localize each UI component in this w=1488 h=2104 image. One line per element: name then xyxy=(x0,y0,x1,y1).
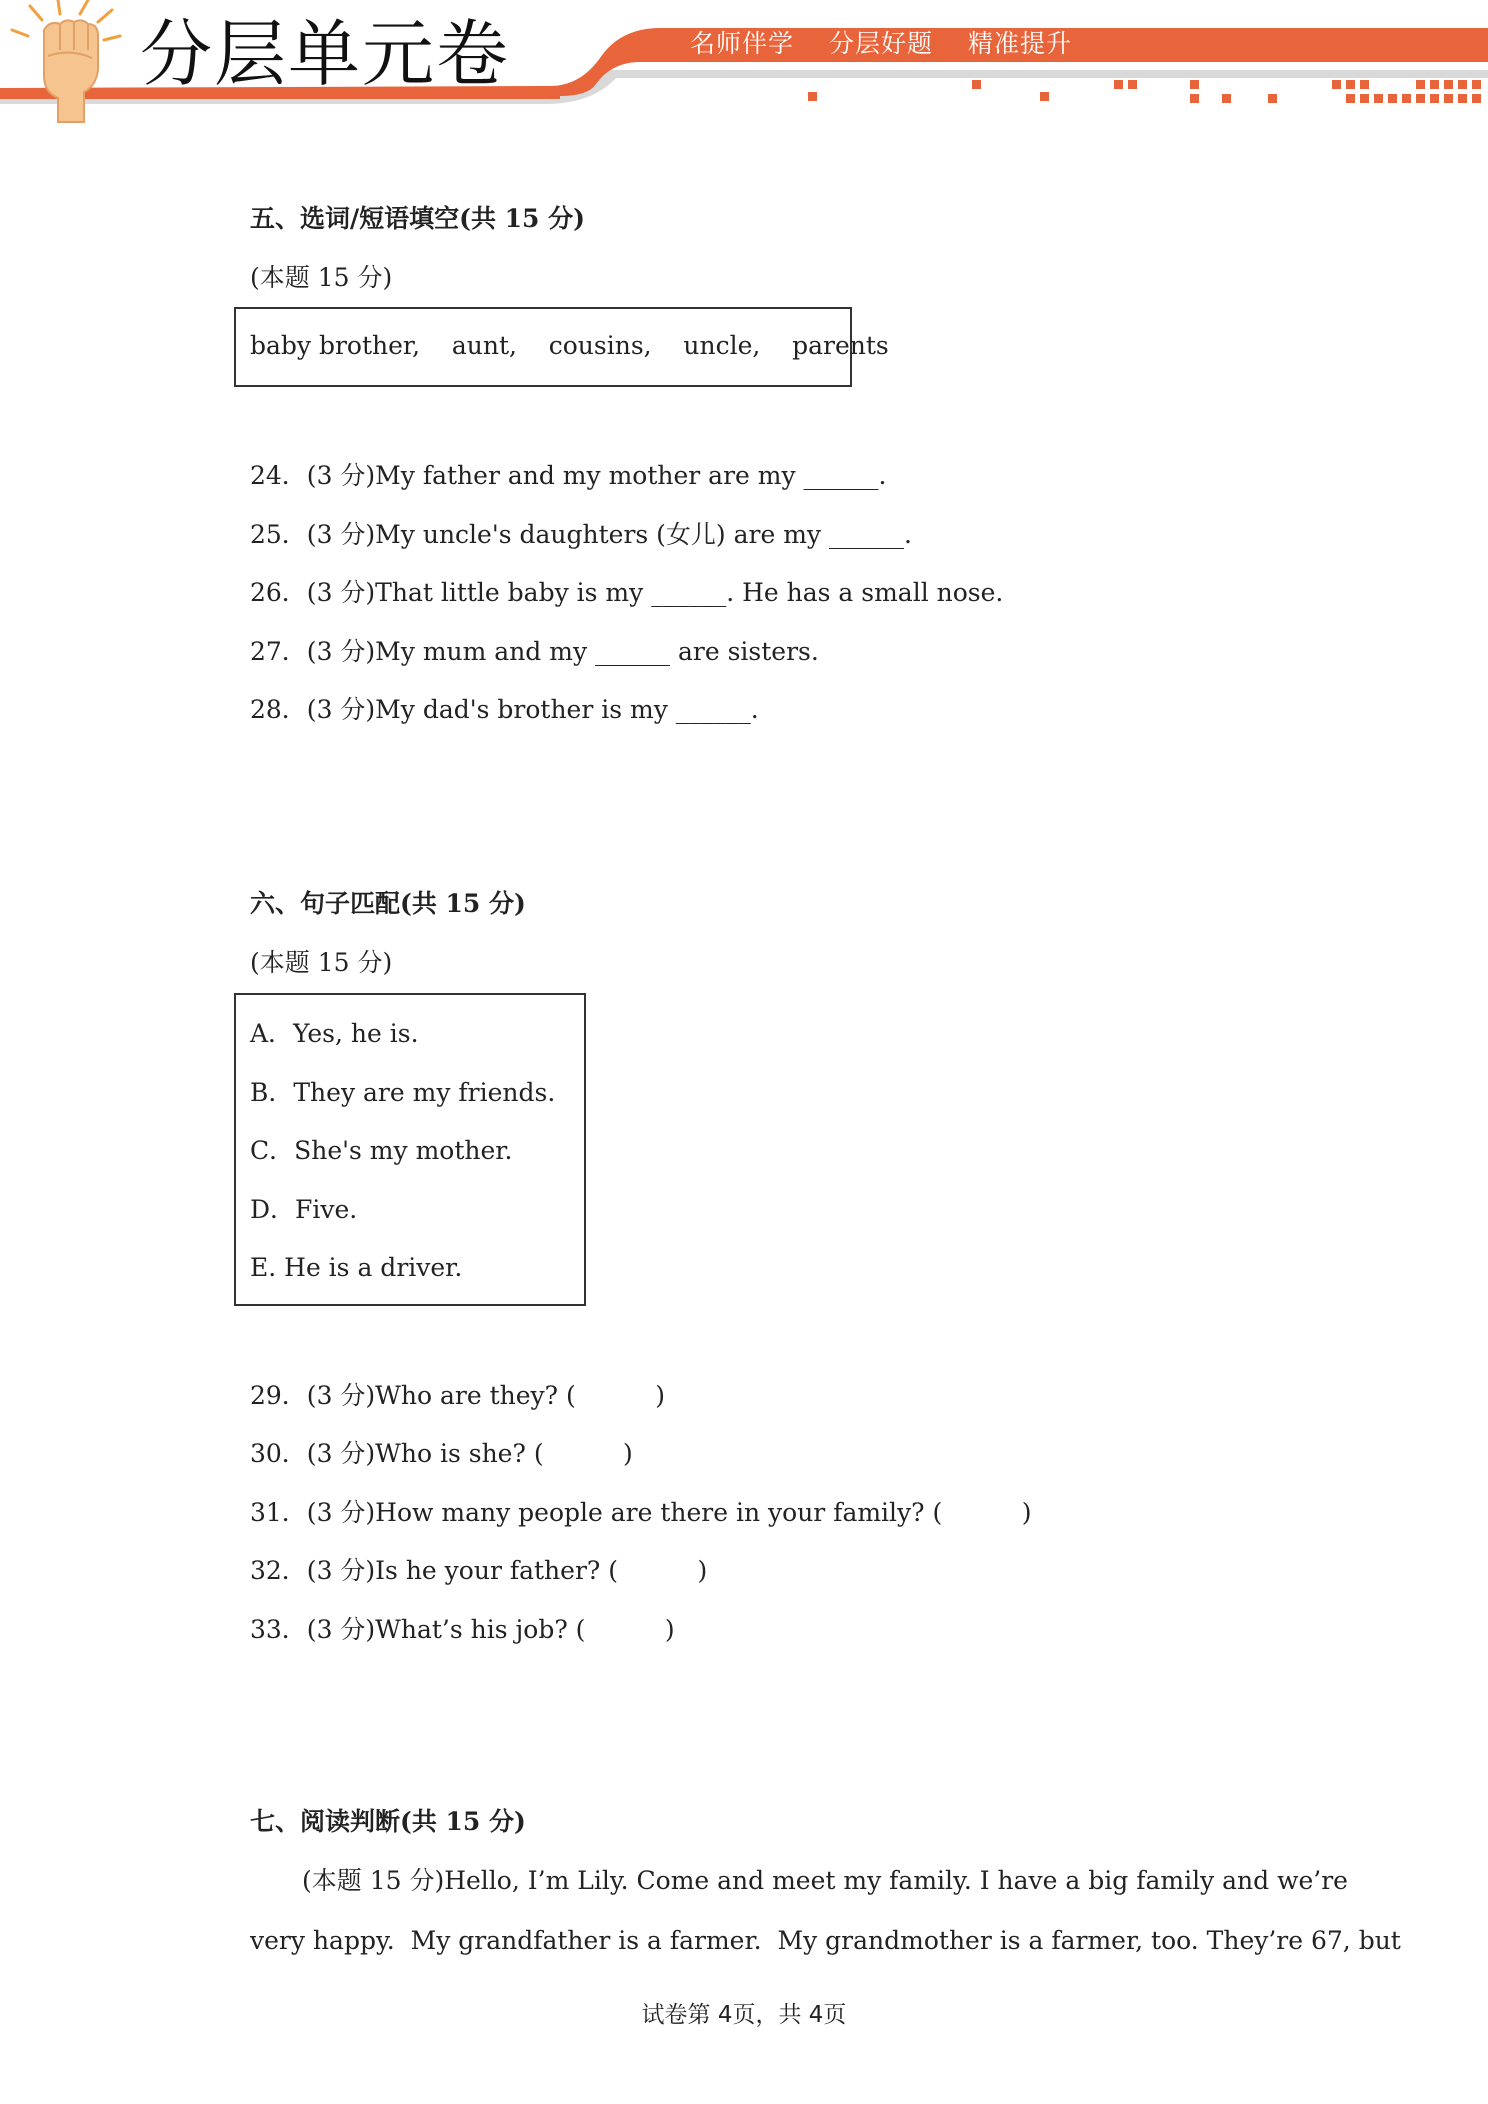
slogan-1: 名师伴学 xyxy=(690,29,795,58)
question-24: 24．(3 分)My father and my mother are my ______. xyxy=(250,461,887,490)
page-footer: 试卷第 4页，共 4页 xyxy=(641,2002,847,2028)
option-e: E. He is a driver. xyxy=(250,1253,463,1282)
question-29: 29．(3 分)Who are they? ( ) xyxy=(250,1381,665,1410)
brand-title: 分层单元卷 xyxy=(140,12,511,96)
question-27: 27．(3 分)My mum and my ______ are sisters. xyxy=(250,637,819,666)
section7-heading: 七、阅读判断(共 15 分) xyxy=(250,1807,526,1836)
options-box xyxy=(234,993,586,1306)
word-bank-text: baby brother, aunt, cousins, uncle, parents xyxy=(250,331,889,360)
section6-note: (本题 15 分) xyxy=(250,948,393,977)
question-32: 32．(3 分)Is he your father? ( ) xyxy=(250,1556,708,1585)
section6-heading: 六、句子匹配(共 15 分) xyxy=(250,889,526,918)
header-slogan xyxy=(690,24,1098,64)
question-28: 28．(3 分)My dad's brother is my ______. xyxy=(250,695,759,724)
section5-heading: 五、选词/短语填空(共 15 分) xyxy=(250,204,585,233)
slogan-3: 精准提升 xyxy=(967,29,1072,58)
section7-paragraph-line1: (本题 15 分)Hello, I’m Lily. Come and meet my family. I have a big family and we’re xyxy=(302,1866,1348,1895)
word-bank-box xyxy=(234,307,889,387)
question-25: 25．(3 分)My uncle's daughters (女儿) are my ______. xyxy=(250,520,912,549)
question-31: 31．(3 分)How many people are there in your family? ( ) xyxy=(250,1498,1032,1527)
section7-paragraph-line2: very happy. My grandfather is a farmer. My grandmother is a farmer, too. They’re 67, but xyxy=(250,1926,1401,1955)
option-c: C．She's my mother. xyxy=(250,1136,513,1165)
section5-note: (本题 15 分) xyxy=(250,263,393,292)
question-26: 26．(3 分)That little baby is my ______. He has a small nose. xyxy=(250,578,1004,607)
slogan-2: 分层好题 xyxy=(828,29,933,58)
question-33: 33．(3 分)What’s his job? ( ) xyxy=(250,1615,675,1644)
question-30: 30．(3 分)Who is she? ( ) xyxy=(250,1439,633,1468)
option-d: D．Five. xyxy=(250,1195,358,1224)
page-header xyxy=(0,0,1488,130)
option-b: B．They are my friends. xyxy=(250,1078,556,1107)
option-a: A．Yes, he is. xyxy=(250,1019,419,1048)
